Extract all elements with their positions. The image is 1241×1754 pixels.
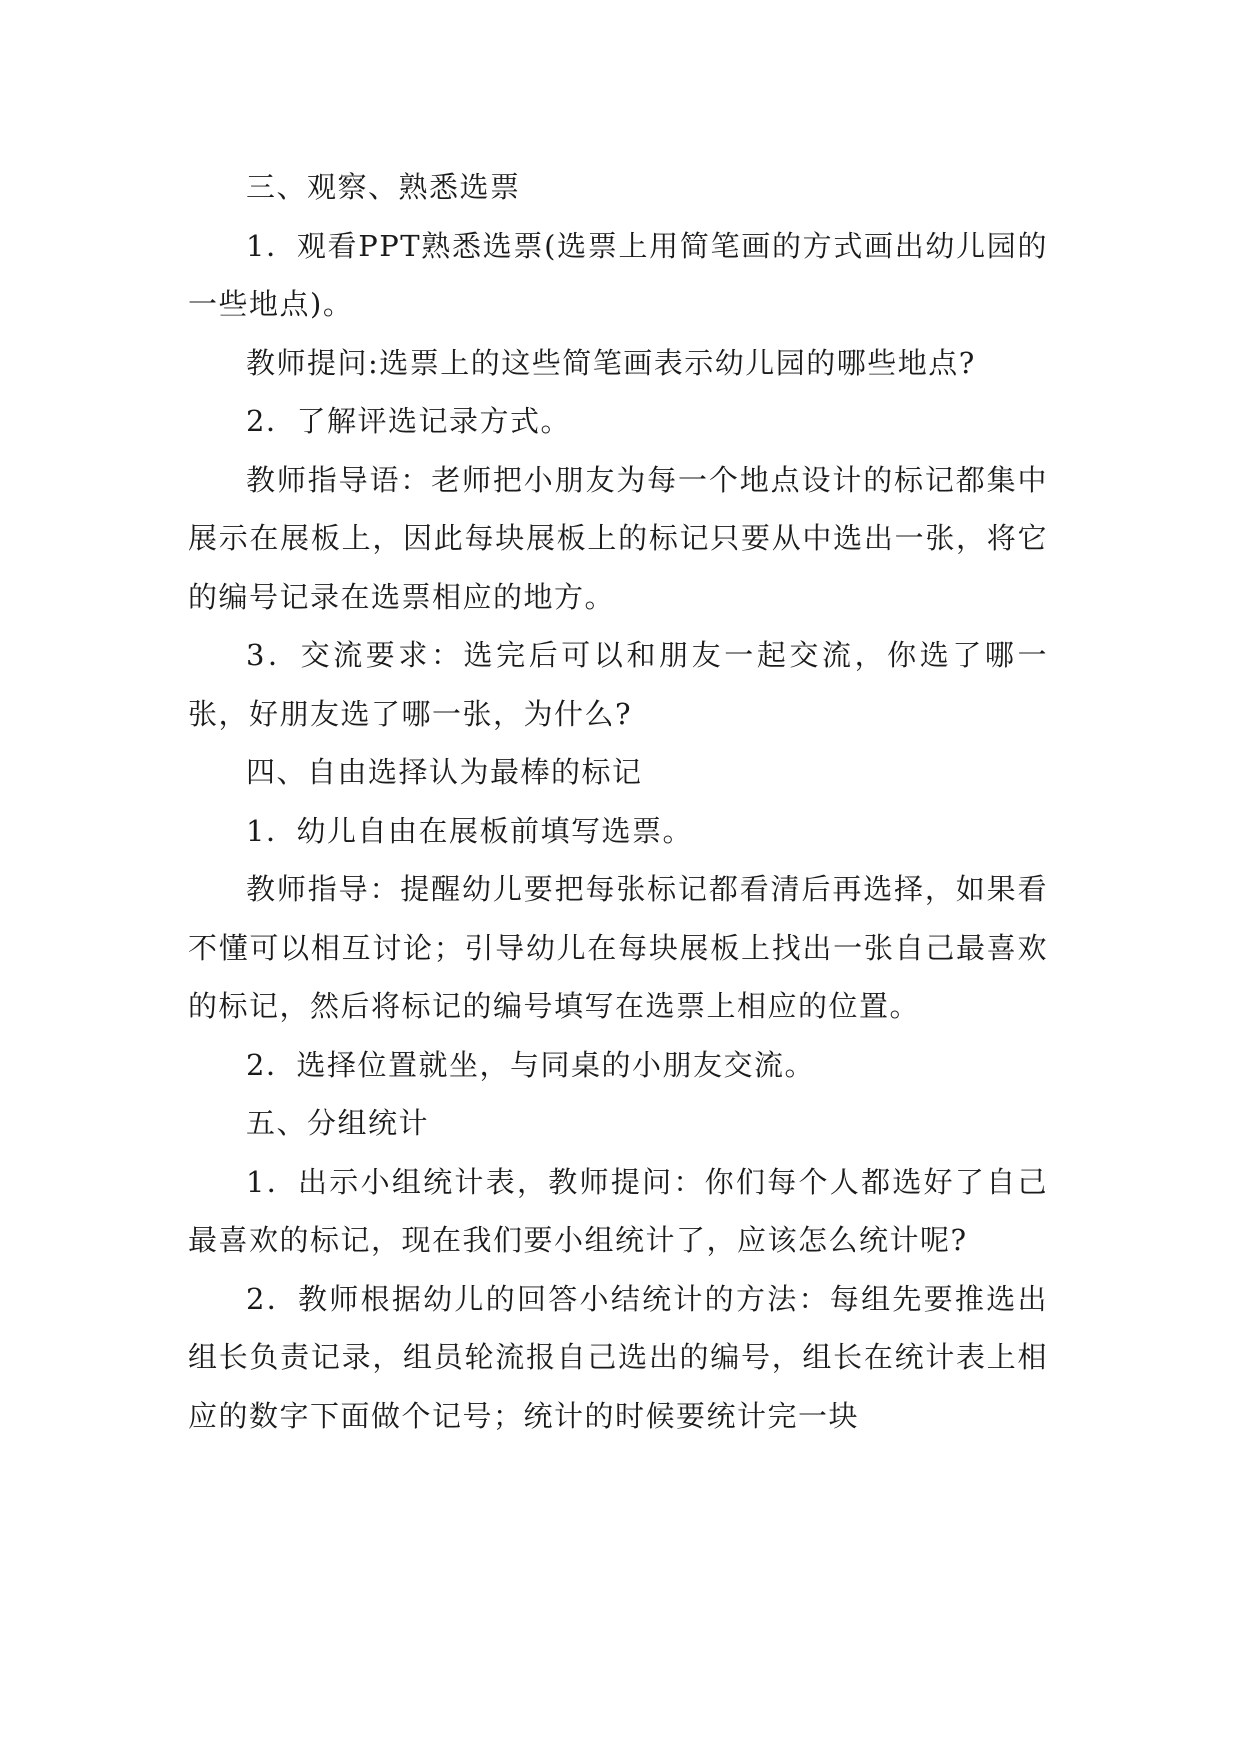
paragraph: 教师提问:选票上的这些简笔画表示幼儿园的哪些地点?	[246, 345, 976, 380]
paragraph: 教师指导：提醒幼儿要把每张标记都看清后再选择，如果看不懂可以相互讨论；引导幼儿在每块展板上找出一张自己最喜欢的标记，然后将标记的编号填写在选票上相应的位置。	[188, 872, 1048, 1023]
paragraph: 1．观看PPT熟悉选票(选票上用简笔画的方式画出幼儿园的一些地点)。	[188, 228, 1048, 321]
section-heading-4: 四、自由选择认为最棒的标记	[246, 755, 643, 789]
section-heading-3: 三、观察、熟悉选票	[246, 170, 521, 204]
paragraph: 1．幼儿自由在展板前填写选票。	[246, 813, 693, 848]
section-heading-5: 五、分组统计	[246, 1106, 430, 1140]
paragraph: 1．出示小组统计表，教师提问：你们每个人都选好了自己最喜欢的标记，现在我们要小组统计了，应该怎么统计呢?	[188, 1164, 1048, 1257]
paragraph: 教师指导语：老师把小朋友为每一个地点设计的标记都集中展示在展板上，因此每块展板上的标记只要从中选出一张，将它的编号记录在选票相应的地方。	[188, 462, 1048, 614]
paragraph: 2．了解评选记录方式。	[246, 404, 571, 438]
paragraph: 3．交流要求：选完后可以和朋友一起交流，你选了哪一张，好朋友选了哪一张，为什么?	[188, 638, 1048, 731]
paragraph: 2．选择位置就坐，与同桌的小朋友交流。	[246, 1047, 815, 1082]
paragraph: 2．教师根据幼儿的回答小结统计的方法：每组先要推选出组长负责记录，组员轮流报自己选出的编号，组长在统计表上相应的数字下面做个记号；统计的时候要统计完一块	[188, 1281, 1048, 1433]
document-body	[188, 158, 1048, 1445]
